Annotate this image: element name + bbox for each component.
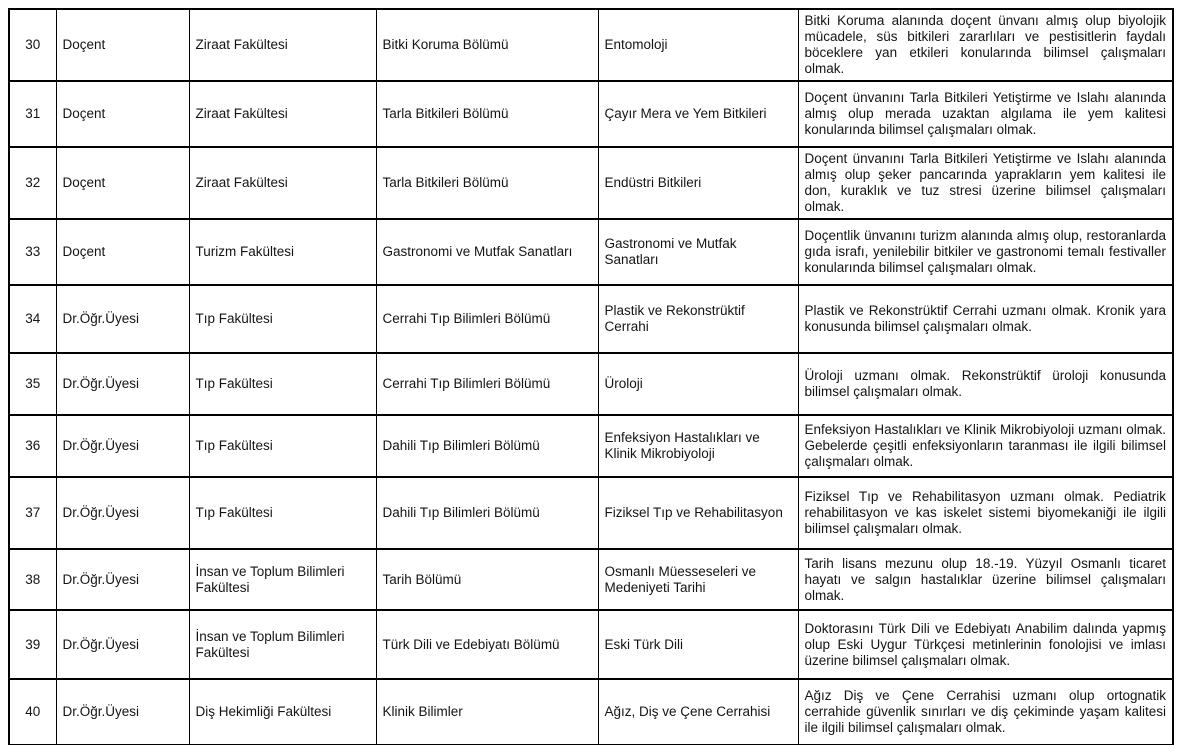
field-cell: Enfeksiyon Hastalıkları ve Klinik Mikrobiyoloji	[598, 415, 798, 477]
title-cell: Dr.Öğr.Üyesi	[56, 549, 189, 610]
faculty-cell: Turizm Fakültesi	[189, 219, 376, 285]
faculty-cell: İnsan ve Toplum Bilimleri Fakültesi	[189, 549, 376, 610]
table-row	[9, 285, 1173, 353]
field-cell: Ağız, Diş ve Çene Cerrahisi	[598, 679, 798, 745]
faculty-cell: Tıp Fakültesi	[189, 353, 376, 415]
row-number-cell: 35	[9, 353, 56, 415]
field-cell: Entomoloji	[598, 9, 798, 81]
title-cell: Doçent	[56, 81, 189, 147]
field-cell: Üroloji	[598, 353, 798, 415]
field-cell: Eski Türk Dili	[598, 610, 798, 679]
title-cell: Dr.Öğr.Üyesi	[56, 353, 189, 415]
table-row	[9, 9, 1173, 81]
field-cell: Fiziksel Tıp ve Rehabilitasyon	[598, 477, 798, 549]
description-cell: Tarih lisans mezunu olup 18.-19. Yüzyıl Osmanlı ticaret hayatı ve salgın hastalıklar üzerine bilimsel çalışmaları olmak.	[798, 549, 1173, 610]
department-cell: Klinik Bilimler	[376, 679, 598, 745]
department-cell: Gastronomi ve Mutfak Sanatları	[376, 219, 598, 285]
table-row	[9, 679, 1173, 745]
department-cell: Türk Dili ve Edebiyatı Bölümü	[376, 610, 598, 679]
field-cell: Osmanlı Müesseseleri ve Medeniyeti Tarihi	[598, 549, 798, 610]
row-number-cell: 30	[9, 9, 56, 81]
department-cell: Cerrahi Tıp Bilimleri Bölümü	[376, 353, 598, 415]
field-cell: Endüstri Bitkileri	[598, 147, 798, 219]
title-cell: Doçent	[56, 219, 189, 285]
row-number-cell: 40	[9, 679, 56, 745]
row-number-cell: 38	[9, 549, 56, 610]
table-row	[9, 81, 1173, 147]
row-number-cell: 39	[9, 610, 56, 679]
row-number-cell: 31	[9, 81, 56, 147]
table-row	[9, 353, 1173, 415]
table-row	[9, 415, 1173, 477]
title-cell: Dr.Öğr.Üyesi	[56, 415, 189, 477]
field-cell: Plastik ve Rekonstrüktif Cerrahi	[598, 285, 798, 353]
row-number-cell: 36	[9, 415, 56, 477]
description-cell: Ağız Diş ve Çene Cerrahisi uzmanı olup ortognatik cerrahide güvenlik sınırları ve diş çekiminde yaşam kalitesi ile ilgili bilimsel çalışmaları olmak.	[798, 679, 1173, 745]
description-cell: Doktorasını Türk Dili ve Edebiyatı Anabilim dalında yapmış olup Eski Uygur Türkçesi metinlerinin fonolojisi ve imlası üzerine bilimsel çalışmaları olmak.	[798, 610, 1173, 679]
faculty-cell: Tıp Fakültesi	[189, 477, 376, 549]
description-cell: Doçentlik ünvanını turizm alanında almış olup, restoranlarda gıda israfı, yenilebilir bitkiler ve gastronomi temalı festivaller konularında bilimsel çalışmaları olmak.	[798, 219, 1173, 285]
description-cell: Doçent ünvanını Tarla Bitkileri Yetiştirme ve Islahı alanında almış olup merada uzaktan algılama ile yem kalitesi konularında bilimsel çalışmaları olmak.	[798, 81, 1173, 147]
faculty-cell: Ziraat Fakültesi	[189, 9, 376, 81]
faculty-cell: Diş Hekimliği Fakültesi	[189, 679, 376, 745]
title-cell: Doçent	[56, 9, 189, 81]
table-row	[9, 219, 1173, 285]
table-row	[9, 147, 1173, 219]
department-cell: Dahili Tıp Bilimleri Bölümü	[376, 477, 598, 549]
row-number-cell: 37	[9, 477, 56, 549]
description-cell: Enfeksiyon Hastalıkları ve Klinik Mikrobiyoloji uzmanı olmak. Gebelerde çeşitli enfeksiyonların taranması ile ilgili bilimsel çalışmaları olmak.	[798, 415, 1173, 477]
title-cell: Dr.Öğr.Üyesi	[56, 610, 189, 679]
faculty-cell: Ziraat Fakültesi	[189, 147, 376, 219]
faculty-cell: Tıp Fakültesi	[189, 285, 376, 353]
title-cell: Dr.Öğr.Üyesi	[56, 477, 189, 549]
department-cell: Tarla Bitkileri Bölümü	[376, 147, 598, 219]
field-cell: Gastronomi ve Mutfak Sanatları	[598, 219, 798, 285]
table-row	[9, 477, 1173, 549]
faculty-cell: Ziraat Fakültesi	[189, 81, 376, 147]
faculty-cell: İnsan ve Toplum Bilimleri Fakültesi	[189, 610, 376, 679]
academic-positions-table	[8, 8, 1174, 745]
table-row	[9, 549, 1173, 610]
description-cell: Fiziksel Tıp ve Rehabilitasyon uzmanı olmak. Pediatrik rehabilitasyon ve kas iskelet sistemi biyomekaniği ile ilgili bilimsel çalışmaları olmak.	[798, 477, 1173, 549]
department-cell: Tarih Bölümü	[376, 549, 598, 610]
description-cell: Bitki Koruma alanında doçent ünvanı almış olup biyolojik mücadele, süs bitkileri zararlıları ve pestisitlerin faydalı böceklere yan etkileri konularında bilimsel çalışmaları olmak.	[798, 9, 1173, 81]
title-cell: Dr.Öğr.Üyesi	[56, 679, 189, 745]
department-cell: Cerrahi Tıp Bilimleri Bölümü	[376, 285, 598, 353]
description-cell: Üroloji uzmanı olmak. Rekonstrüktif üroloji konusunda bilimsel çalışmaları olmak.	[798, 353, 1173, 415]
department-cell: Dahili Tıp Bilimleri Bölümü	[376, 415, 598, 477]
table-row	[9, 610, 1173, 679]
field-cell: Çayır Mera ve Yem Bitkileri	[598, 81, 798, 147]
description-cell: Plastik ve Rekonstrüktif Cerrahi uzmanı olmak. Kronik yara konusunda bilimsel çalışmaları olmak.	[798, 285, 1173, 353]
department-cell: Tarla Bitkileri Bölümü	[376, 81, 598, 147]
description-cell: Doçent ünvanını Tarla Bitkileri Yetiştirme ve Islahı alanında almış olup şeker pancarında yaprakların yem kalitesi ile don, kuraklık ve tuz stresi üzerine bilimsel çalışmaları olmak.	[798, 147, 1173, 219]
title-cell: Dr.Öğr.Üyesi	[56, 285, 189, 353]
row-number-cell: 32	[9, 147, 56, 219]
row-number-cell: 34	[9, 285, 56, 353]
row-number-cell: 33	[9, 219, 56, 285]
faculty-cell: Tıp Fakültesi	[189, 415, 376, 477]
department-cell: Bitki Koruma Bölümü	[376, 9, 598, 81]
title-cell: Doçent	[56, 147, 189, 219]
